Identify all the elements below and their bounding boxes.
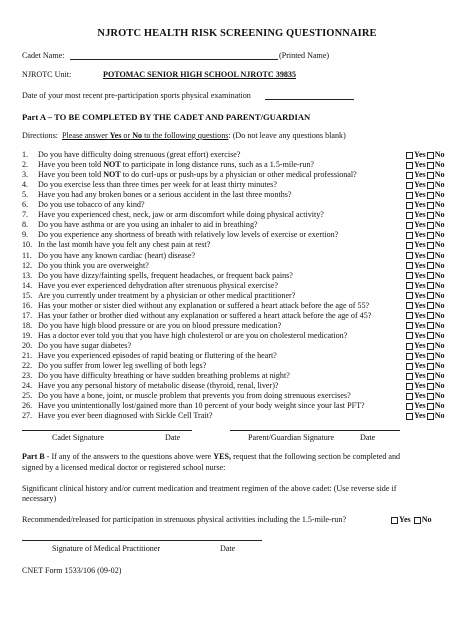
- unit-label: NJROTC Unit:: [22, 70, 72, 79]
- printed-name-label: (Printed Name): [279, 51, 330, 60]
- no-checkbox[interactable]: [427, 312, 434, 319]
- question-number: 20.: [22, 341, 33, 350]
- part-b-text-b: request that the following section be completed and: [231, 452, 401, 461]
- no-checkbox[interactable]: [427, 212, 434, 219]
- yes-label: Yes: [414, 250, 426, 260]
- part-a-heading: Part A – TO BE COMPLETED BY THE CADET AND PARENT/GUARDIAN: [22, 112, 311, 122]
- yes-no-group: [405, 180, 445, 190]
- no-checkbox[interactable]: [427, 302, 434, 309]
- question-number: 21.: [22, 351, 33, 360]
- no-checkbox[interactable]: [427, 192, 434, 199]
- question-text: Do you have dizzy/fainting spells, frequent headaches, or frequent back pains?: [38, 270, 293, 280]
- yes-no-group: [405, 391, 445, 401]
- directions-yes: Yes: [109, 131, 122, 140]
- no-label: No: [434, 381, 445, 391]
- yes-label: Yes: [414, 310, 426, 320]
- question-text: Have you ever experienced dehydration after strenuous physical exercise?: [38, 280, 279, 290]
- yes-label: Yes: [414, 391, 426, 401]
- yes-label: Yes: [414, 200, 426, 210]
- question-text: Do you experience any shortness of breath with relatively low levels of exercise or exertion?: [38, 230, 339, 240]
- directions-prefix: Directions:: [22, 131, 58, 140]
- yes-checkbox[interactable]: [406, 252, 413, 259]
- no-label: No: [434, 260, 445, 270]
- recommended-question: Recommended/released for participation in strenuous physical activities including the 1.5-mile-run?: [22, 515, 347, 524]
- no-checkbox[interactable]: [427, 222, 434, 229]
- yes-checkbox[interactable]: [406, 212, 413, 219]
- question-number: 11.: [22, 250, 32, 260]
- question-number: 27.: [22, 411, 33, 421]
- no-checkbox[interactable]: [427, 343, 434, 350]
- yes-no-group: [405, 220, 445, 230]
- no-label: No: [434, 160, 445, 170]
- part-b-line1: [22, 452, 400, 462]
- no-checkbox[interactable]: [427, 152, 434, 159]
- yes-label: Yes: [414, 351, 426, 360]
- yes-label: Yes: [414, 341, 426, 350]
- question-text: Has a doctor ever told you that you have high cholesterol or are you on cholesterol medication?: [38, 330, 348, 340]
- no-checkbox[interactable]: [427, 272, 434, 279]
- no-checkbox[interactable]: [427, 202, 434, 209]
- no-label: No: [434, 230, 445, 240]
- yes-no-group: [405, 371, 445, 381]
- yes-checkbox[interactable]: [406, 403, 413, 410]
- question-text: Do you have high blood pressure or are you on blood pressure medication?: [38, 320, 282, 330]
- no-checkbox[interactable]: [427, 383, 434, 390]
- no-checkbox[interactable]: [427, 282, 434, 289]
- no-label: No: [434, 351, 445, 360]
- recommended-no-checkbox[interactable]: [414, 517, 421, 524]
- recommended-yes-no: [390, 515, 432, 525]
- part-b-yes: YES,: [213, 452, 232, 461]
- yes-label: Yes: [414, 270, 426, 280]
- question-text: [38, 170, 357, 180]
- question-text: Do you have a bone, joint, or muscle problem that prevents you from doing strenuous exercises?: [38, 391, 351, 401]
- practitioner-signature-label: Signature of Medical Practitioner: [52, 544, 161, 553]
- yes-no-group: [405, 331, 445, 341]
- question-number: 18.: [22, 320, 33, 330]
- yes-no-group: [405, 301, 445, 311]
- yes-no-group: [405, 261, 445, 271]
- directions-instruction-b: to the following questions: [144, 131, 229, 140]
- yes-checkbox[interactable]: [406, 353, 413, 360]
- yes-checkbox[interactable]: [406, 162, 413, 169]
- part-b-line2: signed by a licensed medical doctor or registered school nurse:: [22, 463, 226, 472]
- directions: [22, 131, 346, 141]
- question-number: 4.: [22, 180, 29, 190]
- no-label: No: [434, 290, 445, 300]
- question-text-pre: Have you been told: [38, 170, 104, 180]
- question-number: 14.: [22, 280, 33, 290]
- yes-label: Yes: [414, 411, 426, 421]
- question-number: 12.: [22, 260, 33, 270]
- practitioner-signature-line[interactable]: [22, 540, 262, 541]
- question-number: 9.: [22, 230, 29, 240]
- no-label: No: [434, 180, 445, 190]
- yes-label: Yes: [414, 361, 426, 371]
- yes-label: Yes: [414, 300, 426, 310]
- question-text-emphasis: NOT: [103, 160, 121, 170]
- recommended-yes-label: Yes: [399, 515, 411, 524]
- yes-no-group: [405, 160, 445, 170]
- yes-no-group: [405, 321, 445, 331]
- yes-no-group: [405, 401, 445, 411]
- no-checkbox[interactable]: [427, 262, 434, 269]
- question-number: 26.: [22, 401, 33, 411]
- question-text: Do you have difficulty doing strenuous (great effort) exercise?: [38, 150, 241, 159]
- question-text: Have you experienced chest, neck, jaw or arm discomfort while doing physical activity?: [38, 210, 324, 220]
- yes-label: Yes: [414, 220, 426, 230]
- yes-checkbox[interactable]: [406, 282, 413, 289]
- yes-no-group: [405, 170, 445, 180]
- question-number: 17.: [22, 310, 33, 320]
- yes-no-group: [405, 251, 445, 261]
- no-checkbox[interactable]: [427, 373, 434, 380]
- yes-checkbox[interactable]: [406, 192, 413, 199]
- question-text-pre: Have you been told: [38, 160, 104, 170]
- yes-no-group: [405, 210, 445, 220]
- question-text: Do you exercise less than three times per week for at least thirty minutes?: [38, 180, 277, 190]
- yes-checkbox[interactable]: [406, 152, 413, 159]
- yes-checkbox[interactable]: [406, 343, 413, 350]
- form-id: CNET Form 1533/106 (09-02): [22, 566, 122, 575]
- question-number: 15.: [22, 290, 33, 300]
- question-number: 24.: [22, 381, 33, 391]
- yes-checkbox[interactable]: [406, 242, 413, 249]
- question-number: 16.: [22, 300, 33, 310]
- question-text: Do you use tobacco of any kind?: [38, 200, 145, 210]
- question-number: 8.: [22, 220, 29, 230]
- yes-checkbox[interactable]: [406, 272, 413, 279]
- yes-no-group: [405, 311, 445, 321]
- no-label: No: [434, 150, 445, 159]
- question-text: Has your father or brother died without any explanation or suffered a heart attack before the age of 45?: [38, 310, 372, 320]
- yes-checkbox[interactable]: [406, 292, 413, 299]
- unit-value: POTOMAC SENIOR HIGH SCHOOL NJROTC 39835: [103, 70, 297, 79]
- yes-checkbox[interactable]: [406, 363, 413, 370]
- no-checkbox[interactable]: [427, 292, 434, 299]
- question-text: Do you have any known cardiac (heart) disease?: [38, 250, 196, 260]
- yes-label: Yes: [414, 260, 426, 270]
- page-title: NJROTC HEALTH RISK SCREENING QUESTIONNAIRE: [97, 28, 377, 39]
- yes-no-group: [405, 291, 445, 301]
- no-checkbox[interactable]: [427, 252, 434, 259]
- yes-no-group: [405, 361, 445, 371]
- yes-checkbox[interactable]: [406, 172, 413, 179]
- no-checkbox[interactable]: [427, 413, 434, 420]
- no-checkbox[interactable]: [427, 172, 434, 179]
- question-text: Have you ever been diagnosed with Sickle Cell Trait?: [38, 411, 213, 421]
- yes-no-group: [405, 150, 445, 160]
- question-number: 19.: [22, 330, 33, 340]
- yes-label: Yes: [414, 150, 426, 159]
- yes-checkbox[interactable]: [406, 182, 413, 189]
- question-number: 22.: [22, 361, 33, 371]
- question-number: 23.: [22, 371, 33, 381]
- cadet-name-field[interactable]: [70, 59, 278, 60]
- yes-no-group: [405, 281, 445, 291]
- question-number: 7.: [22, 210, 29, 220]
- part-b-text-a: - If any of the answers to the questions above were: [44, 452, 214, 461]
- yes-checkbox[interactable]: [406, 373, 413, 380]
- practitioner-date-label: Date: [220, 544, 236, 553]
- parent-signature-label: Parent/Guardian Signature: [248, 433, 335, 442]
- yes-checkbox[interactable]: [406, 232, 413, 239]
- no-label: No: [434, 170, 445, 180]
- yes-checkbox[interactable]: [406, 413, 413, 420]
- yes-label: Yes: [414, 401, 426, 411]
- yes-checkbox[interactable]: [406, 222, 413, 229]
- yes-no-group: [405, 351, 445, 361]
- yes-no-group: [405, 200, 445, 210]
- question-text: Do you have sugar diabetes?: [38, 341, 132, 350]
- no-checkbox[interactable]: [427, 322, 434, 329]
- no-label: No: [434, 220, 445, 230]
- yes-checkbox[interactable]: [406, 322, 413, 329]
- question-number: 13.: [22, 270, 33, 280]
- no-label: No: [434, 320, 445, 330]
- question-text: In the last month have you felt any chest pain at rest?: [38, 240, 211, 250]
- question-text: [38, 160, 314, 170]
- no-label: No: [434, 270, 445, 280]
- question-number: 2.: [22, 160, 29, 170]
- no-checkbox[interactable]: [427, 363, 434, 370]
- no-label: No: [434, 210, 445, 220]
- recommended-yes-checkbox[interactable]: [391, 517, 398, 524]
- yes-no-group: [405, 411, 445, 421]
- no-label: No: [434, 280, 445, 290]
- history-line2: necessary): [22, 494, 57, 503]
- yes-label: Yes: [414, 381, 426, 391]
- question-text: Have you unintentionally lost/gained more than 10 percent of your body weight since your last PFT?: [38, 401, 365, 411]
- no-label: No: [434, 411, 445, 421]
- yes-no-group: [405, 190, 445, 200]
- question-number: 1.: [22, 150, 29, 159]
- cadet-signature-line[interactable]: [22, 430, 192, 431]
- no-label: No: [434, 401, 445, 411]
- no-checkbox[interactable]: [427, 162, 434, 169]
- question-text: Have you experienced episodes of rapid beating or fluttering of the heart?: [38, 351, 277, 360]
- no-label: No: [434, 190, 445, 200]
- question-text-post: to participate in long distance runs, such as a 1.5-mile-run?: [120, 160, 315, 170]
- yes-label: Yes: [414, 190, 426, 200]
- history-line1: Significant clinical history and/or current medication and treatment regimen of the above cadet: (Use reverse side if: [22, 484, 397, 493]
- yes-checkbox[interactable]: [406, 302, 413, 309]
- yes-checkbox[interactable]: [406, 262, 413, 269]
- yes-no-group: [405, 271, 445, 281]
- cadet-signature-label: Cadet Signature: [52, 433, 104, 442]
- directions-instruction: [62, 131, 228, 140]
- no-label: No: [434, 310, 445, 320]
- no-checkbox[interactable]: [427, 182, 434, 189]
- yes-checkbox[interactable]: [406, 312, 413, 319]
- no-label: No: [434, 341, 445, 350]
- question-text: Do you suffer from lower leg swelling of both legs?: [38, 361, 207, 371]
- yes-label: Yes: [414, 330, 426, 340]
- parent-signature-line[interactable]: [230, 430, 400, 431]
- yes-label: Yes: [414, 320, 426, 330]
- question-number: 3.: [22, 170, 29, 180]
- no-checkbox[interactable]: [427, 232, 434, 239]
- question-text: Do you have asthma or are you using an inhaler to aid in breathing?: [38, 220, 258, 230]
- yes-label: Yes: [414, 170, 426, 180]
- no-label: No: [434, 200, 445, 210]
- directions-no: No: [132, 131, 143, 140]
- question-text-post: to do curl-ups or push-ups by a physician or other medical professional?: [120, 170, 357, 180]
- yes-no-group: [405, 381, 445, 391]
- part-b-label: Part B: [22, 452, 45, 461]
- question-text-emphasis: NOT: [103, 170, 121, 180]
- question-text: Have you had any broken bones or a serious accident in the last three months?: [38, 190, 292, 200]
- question-text: Do you think you are overweight?: [38, 260, 149, 270]
- directions-or: or: [123, 131, 131, 140]
- no-checkbox[interactable]: [427, 242, 434, 249]
- question-number: 25.: [22, 391, 33, 401]
- yes-label: Yes: [414, 160, 426, 170]
- directions-suffix: : (Do not leave any questions blank): [228, 131, 346, 140]
- physical-date-field[interactable]: [265, 99, 354, 100]
- no-label: No: [434, 391, 445, 401]
- question-text: Has your mother or sister died without any explanation or suffered a heart attack before the age of 55?: [38, 300, 370, 310]
- no-label: No: [434, 371, 445, 381]
- yes-checkbox[interactable]: [406, 202, 413, 209]
- question-text: Do you have difficulty breathing or have sudden breathing problems at night?: [38, 371, 290, 381]
- yes-label: Yes: [414, 290, 426, 300]
- yes-label: Yes: [414, 210, 426, 220]
- no-label: No: [434, 330, 445, 340]
- cadet-name-label: Cadet Name:: [22, 51, 65, 60]
- physical-date-label: Date of your most recent pre-participation sports physical examination: [22, 91, 251, 100]
- yes-label: Yes: [414, 240, 426, 250]
- yes-checkbox[interactable]: [406, 332, 413, 339]
- question-text: Are you currently under treatment by a physician or other medical practitioner?: [38, 290, 296, 300]
- parent-date-label: Date: [360, 433, 376, 442]
- no-checkbox[interactable]: [427, 403, 434, 410]
- yes-label: Yes: [414, 280, 426, 290]
- directions-instruction-a: Please answer: [62, 131, 108, 140]
- no-checkbox[interactable]: [427, 332, 434, 339]
- yes-label: Yes: [414, 230, 426, 240]
- question-number: 5.: [22, 190, 29, 200]
- no-checkbox[interactable]: [427, 353, 434, 360]
- no-label: No: [434, 240, 445, 250]
- question-number: 6.: [22, 200, 29, 210]
- question-number: 10.: [22, 240, 33, 250]
- no-label: No: [434, 361, 445, 371]
- recommended-no-label: No: [421, 515, 432, 524]
- yes-no-group: [405, 230, 445, 240]
- no-checkbox[interactable]: [427, 393, 434, 400]
- question-text: Have you any personal history of metabolic disease (thyroid, renal, liver)?: [38, 381, 279, 391]
- yes-no-group: [405, 240, 445, 250]
- yes-no-group: [405, 341, 445, 351]
- no-label: No: [434, 300, 445, 310]
- yes-checkbox[interactable]: [406, 393, 413, 400]
- yes-label: Yes: [414, 371, 426, 381]
- yes-label: Yes: [414, 180, 426, 190]
- cadet-date-label: Date: [165, 433, 181, 442]
- no-label: No: [434, 250, 445, 260]
- yes-checkbox[interactable]: [406, 383, 413, 390]
